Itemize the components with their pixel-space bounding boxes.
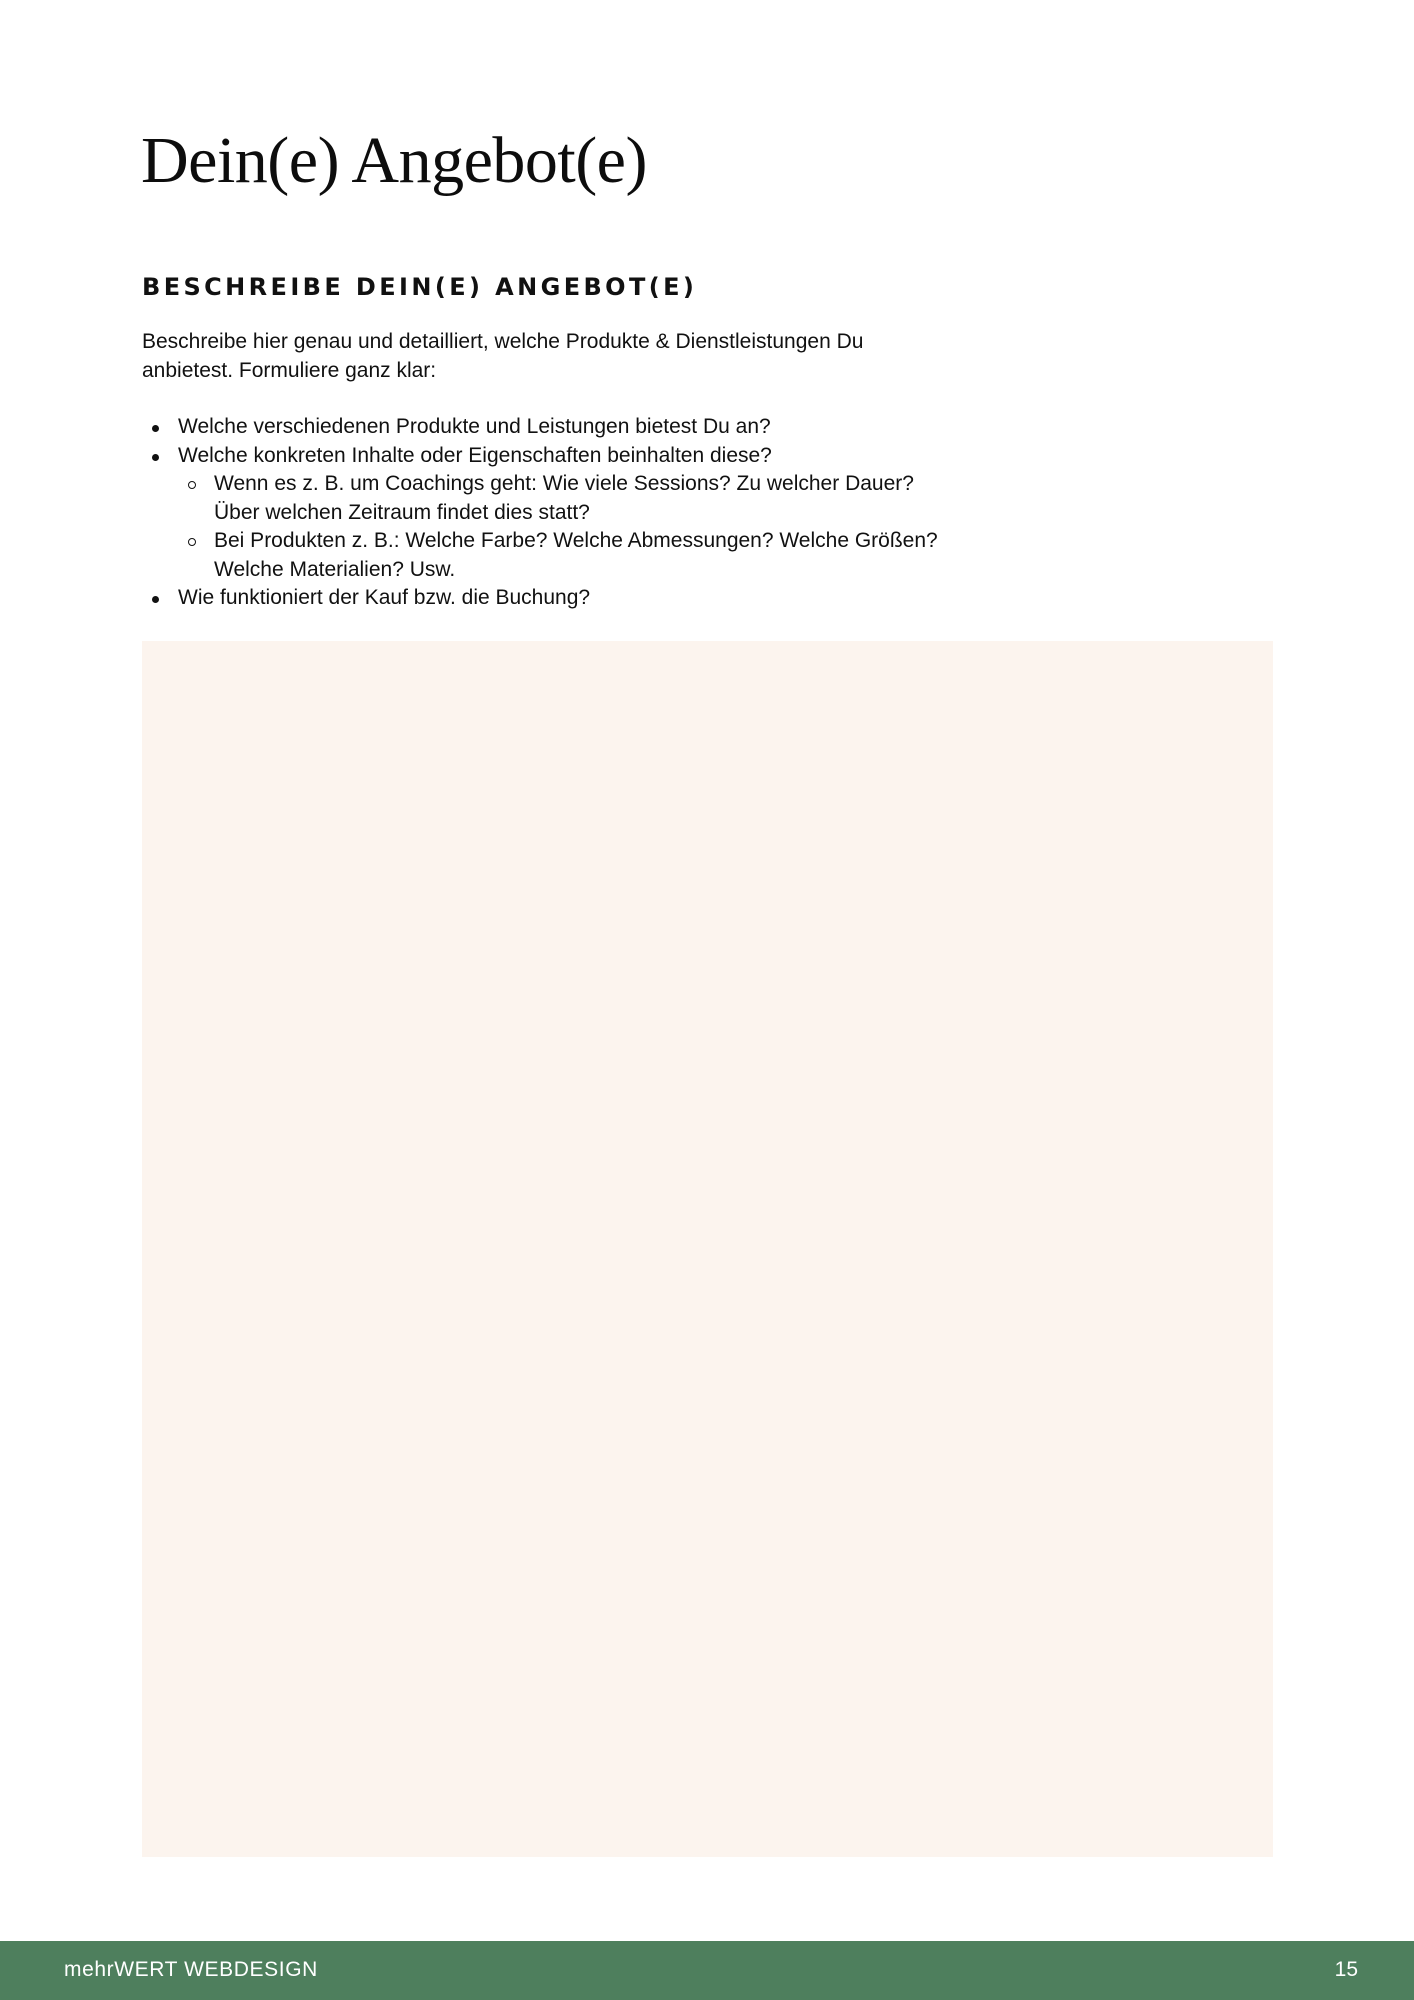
answer-box[interactable]: [142, 641, 1273, 1857]
intro-line: anbietest. Formuliere ganz klar:: [142, 359, 437, 382]
question-text: Welche Materialien? Usw.: [214, 557, 456, 581]
question-list: [142, 413, 1142, 613]
intro-line: Beschreibe hier genau und detailliert, welche Produkte & Dienstleistungen Du: [142, 330, 864, 353]
sub-question-item: [142, 527, 1142, 584]
question-item: [142, 442, 1142, 471]
question-text: Welche verschiedenen Produkte und Leistungen bietest Du an?: [178, 415, 771, 438]
question-text: Bei Produkten z. B.: Welche Farbe? Welche Abmessungen? Welche Größen?: [214, 529, 938, 552]
question-item: [142, 584, 1142, 613]
question-text: Über welchen Zeitraum findet dies statt?: [214, 500, 590, 524]
footer-bar: [0, 1941, 1414, 2000]
question-text: Wie funktioniert der Kauf bzw. die Buchung?: [178, 586, 591, 609]
intro-paragraph: [142, 327, 1042, 385]
footer-brand: mehrWERT WEBDESIGN: [64, 1958, 318, 1981]
page-number: 15: [1334, 1958, 1358, 1981]
section-heading: BESCHREIBE DEIN(E) ANGEBOT(E): [142, 273, 698, 301]
sub-question-item: [142, 470, 1142, 527]
page-title: Dein(e) Angebot(e): [141, 124, 647, 197]
question-item: [142, 413, 1142, 442]
question-text: Welche konkreten Inhalte oder Eigenschaften beinhalten diese?: [178, 443, 772, 467]
question-text: Wenn es z. B. um Coachings geht: Wie viele Sessions? Zu welcher Dauer?: [214, 472, 914, 495]
